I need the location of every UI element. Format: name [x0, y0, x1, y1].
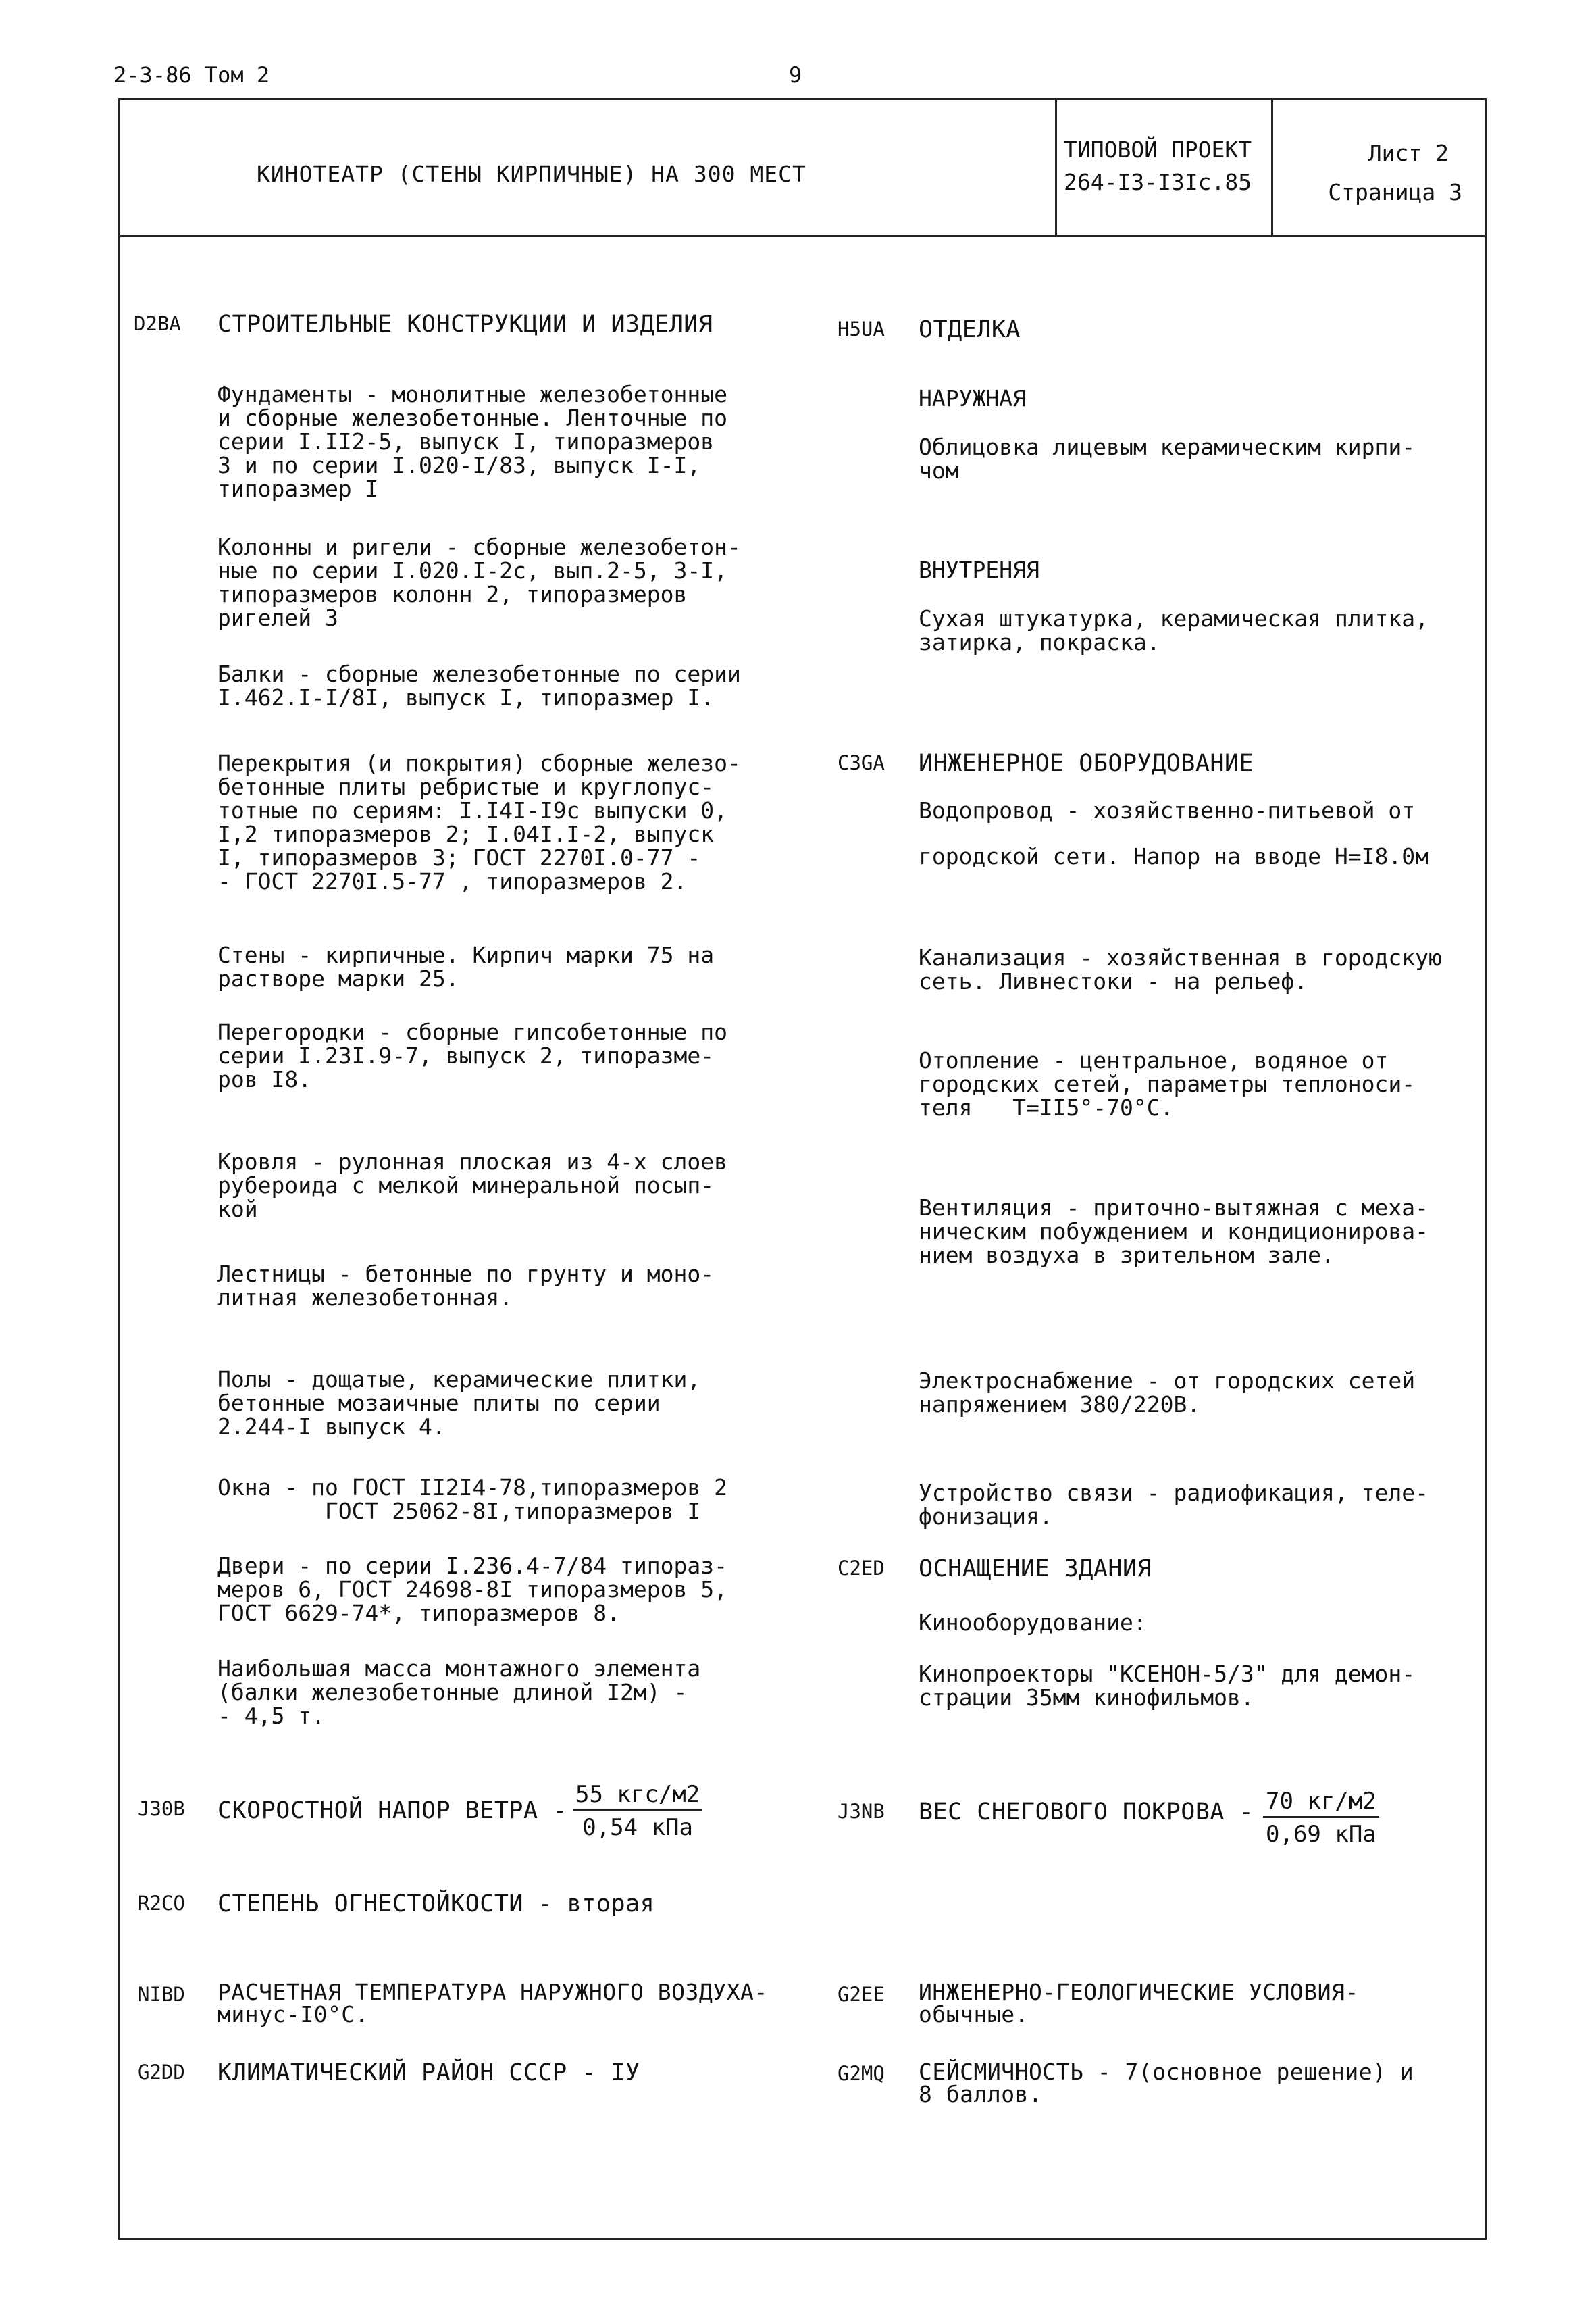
header-divider-2	[1271, 98, 1273, 237]
section-code: D2BA	[134, 312, 181, 335]
project-block	[1064, 134, 1252, 199]
document-code: 2-3-86 Том 2	[113, 62, 270, 88]
climate-text: КЛИМАТИЧЕСКИЙ РАЙОН СССР - IУ	[217, 2059, 640, 2086]
fire-code: R2CO	[138, 1892, 185, 1915]
temperature-text: РАСЧЕТНАЯ ТЕМПЕРАТУРА НАРУЖНОГО ВОЗДУХА- минус-I0°С.	[217, 1979, 768, 2028]
engineering-heading: ИНЖЕНЕРНОЕ ОБОРУДОВАНИЕ	[919, 750, 1254, 777]
equipment-code: C2ED	[838, 1557, 885, 1580]
paragraph-walls: Стены - кирпичные. Кирпич марки 75 на растворе марки 25.	[217, 942, 715, 992]
wind-value	[573, 1781, 702, 1841]
heating-text: Отопление - центральное, водяное от городских сетей, параметры теплоноси- теля Т=II5°-70°С.	[919, 1047, 1416, 1121]
sheet-block	[1287, 134, 1462, 212]
paragraph-stairs: Лестницы - бетонные по грунту и моно- литная железобетонная.	[217, 1261, 715, 1311]
snow-value-kg: 70 кг/м2	[1263, 1788, 1379, 1818]
snow-value-kpa: 0,69 кПа	[1266, 1821, 1376, 1848]
header-divider-1	[1055, 98, 1057, 237]
finish-inner-label: ВНУТРЕНЯЯ	[919, 557, 1039, 583]
sewerage-text: Канализация - хозяйственная в городскую сеть. Ливнестоки - на рельеф.	[919, 945, 1442, 995]
equipment-heading: ОСНАЩЕНИЕ ЗДАНИЯ	[919, 1555, 1152, 1582]
paragraph-roof: Кровля - рулонная плоская из 4-х слоев рубероида с мелкой минеральной посып- кой	[217, 1149, 727, 1222]
geology-text: ИНЖЕНЕРНО-ГЕОЛОГИЧЕСКИЕ УСЛОВИЯ- обычные.	[919, 1979, 1359, 2028]
finish-code: H5UA	[838, 318, 885, 341]
seismic-code: G2MQ	[838, 2062, 885, 2085]
paragraph-max-mass: Наибольшая масса монтажного элемента (балки железобетонные длиной I2м) - - 4,5 т.	[217, 1655, 701, 1729]
paragraph-floors: Полы - дощатые, керамические плитки, бетонные мозаичные плиты по серии 2.244-I выпуск 4.	[217, 1366, 701, 1440]
wind-code: J30B	[138, 1797, 185, 1820]
engineering-code: C3GA	[838, 751, 885, 774]
power-supply-text: Электроснабжение - от городских сетей напряжением 380/220В.	[919, 1367, 1416, 1417]
snow-value	[1263, 1788, 1379, 1848]
finish-outer-label: НАРУЖНАЯ	[919, 385, 1026, 411]
equipment-text: Кинопроекторы "КСЕНОН-5/3" для демон- страции 35мм кинофильмов.	[919, 1661, 1416, 1711]
geology-code: G2EE	[838, 1983, 885, 2006]
paragraph-beams: Балки - сборные железобетонные по серии I.462.I-I/8I, выпуск I, типоразмер I.	[217, 661, 741, 711]
section-heading: СТРОИТЕЛЬНЫЕ КОНСТРУКЦИИ И ИЗДЕЛИЯ	[217, 311, 713, 338]
paragraph-columns: Колонны и ригели - сборные железобетон- ные по серии I.020.I-2с, вып.2-5, 3-I, типоразмеров колонн 2, типоразмеров ригелей 3	[217, 534, 741, 631]
climate-code: G2DD	[138, 2061, 185, 2084]
communications-text: Устройство связи - радиофикация, теле- фонизация.	[919, 1480, 1428, 1530]
snow-code: J3NB	[838, 1800, 885, 1823]
ventilation-text: Вентиляция - приточно-вытяжная с меха- ническим побуждением и кондиционирова- нием воздуха в зрительном зале.	[919, 1194, 1428, 1268]
seismic-text: СЕЙСМИЧНОСТЬ - 7(основное решение) и 8 баллов.	[919, 2059, 1414, 2107]
water-supply-line2: городской сети. Напор на вводе Н=I8.0м	[919, 843, 1428, 870]
paragraph-windows: Окна - по ГОСТ II2I4-78,типоразмеров 2 ГОСТ 25062-8I,типоразмеров I	[217, 1474, 727, 1524]
project-label: ТИПОВОЙ ПРОЕКТ	[1064, 136, 1252, 163]
page-number: 9	[789, 62, 802, 88]
wind-value-kpa: 0,54 кПа	[582, 1814, 693, 1841]
sheet-number: Лист 2	[1368, 140, 1449, 166]
paragraph-partitions: Перегородки - сборные гипсобетонные по серии I.23I.9-7, выпуск 2, типоразме- ров I8.	[217, 1019, 727, 1092]
paragraph-doors: Двери - по серии I.236.4-7/84 типораз- меров 6, ГОСТ 24698-8I типоразмеров 5, ГОСТ 6629-74*, типоразмеров 8.	[217, 1553, 727, 1626]
page-label: Страница 3	[1328, 179, 1462, 205]
finish-outer-text: Облицовка лицевым керамическим кирпи- чом	[919, 434, 1416, 484]
finish-heading: ОТДЕЛКА	[919, 316, 1021, 343]
water-supply-line1: Водопровод - хозяйственно-питьевой от	[919, 797, 1416, 824]
document-title: КИНОТЕАТР (СТЕНЫ КИРПИЧНЫЕ) НА 300 МЕСТ	[257, 161, 806, 187]
paragraph-slabs: Перекрытия (и покрытия) сборные железо- бетонные плиты ребристые и круглопус- тотные по сериям: I.I4I-I9с выпуски 0, I,2 типоразмеров 2; I.04I.I-2, выпуск I, типоразмеров 3; ГОСТ 2270I.0-77 - - ГОСТ 2270I.5-77 , типоразмеров 2.	[217, 750, 741, 895]
snow-label: ВЕС СНЕГОВОГО ПОКРОВА -	[919, 1799, 1254, 1826]
header-divider	[118, 235, 1487, 237]
wind-value-kgs: 55 кгс/м2	[573, 1781, 702, 1811]
finish-inner-text: Сухая штукатурка, керамическая плитка, затирка, покраска.	[919, 605, 1428, 655]
paragraph-foundations: Фундаменты - монолитные железобетонные и сборные железобетонные. Ленточные по серии I.II2-5, выпуск I, типоразмеров 3 и по серии I.020-I/83, выпуск I-I, типоразмер I	[217, 381, 727, 502]
project-number: 264-I3-I3Iс.85	[1064, 169, 1252, 195]
equipment-label: Кинооборудование:	[919, 1609, 1147, 1636]
wind-label: СКОРОСТНОЙ НАПОР ВЕТРА -	[217, 1797, 567, 1824]
fire-resistance-text: СТЕПЕНЬ ОГНЕСТОЙКОСТИ - вторая	[217, 1890, 655, 1917]
temperature-code: NIBD	[138, 1983, 185, 2006]
